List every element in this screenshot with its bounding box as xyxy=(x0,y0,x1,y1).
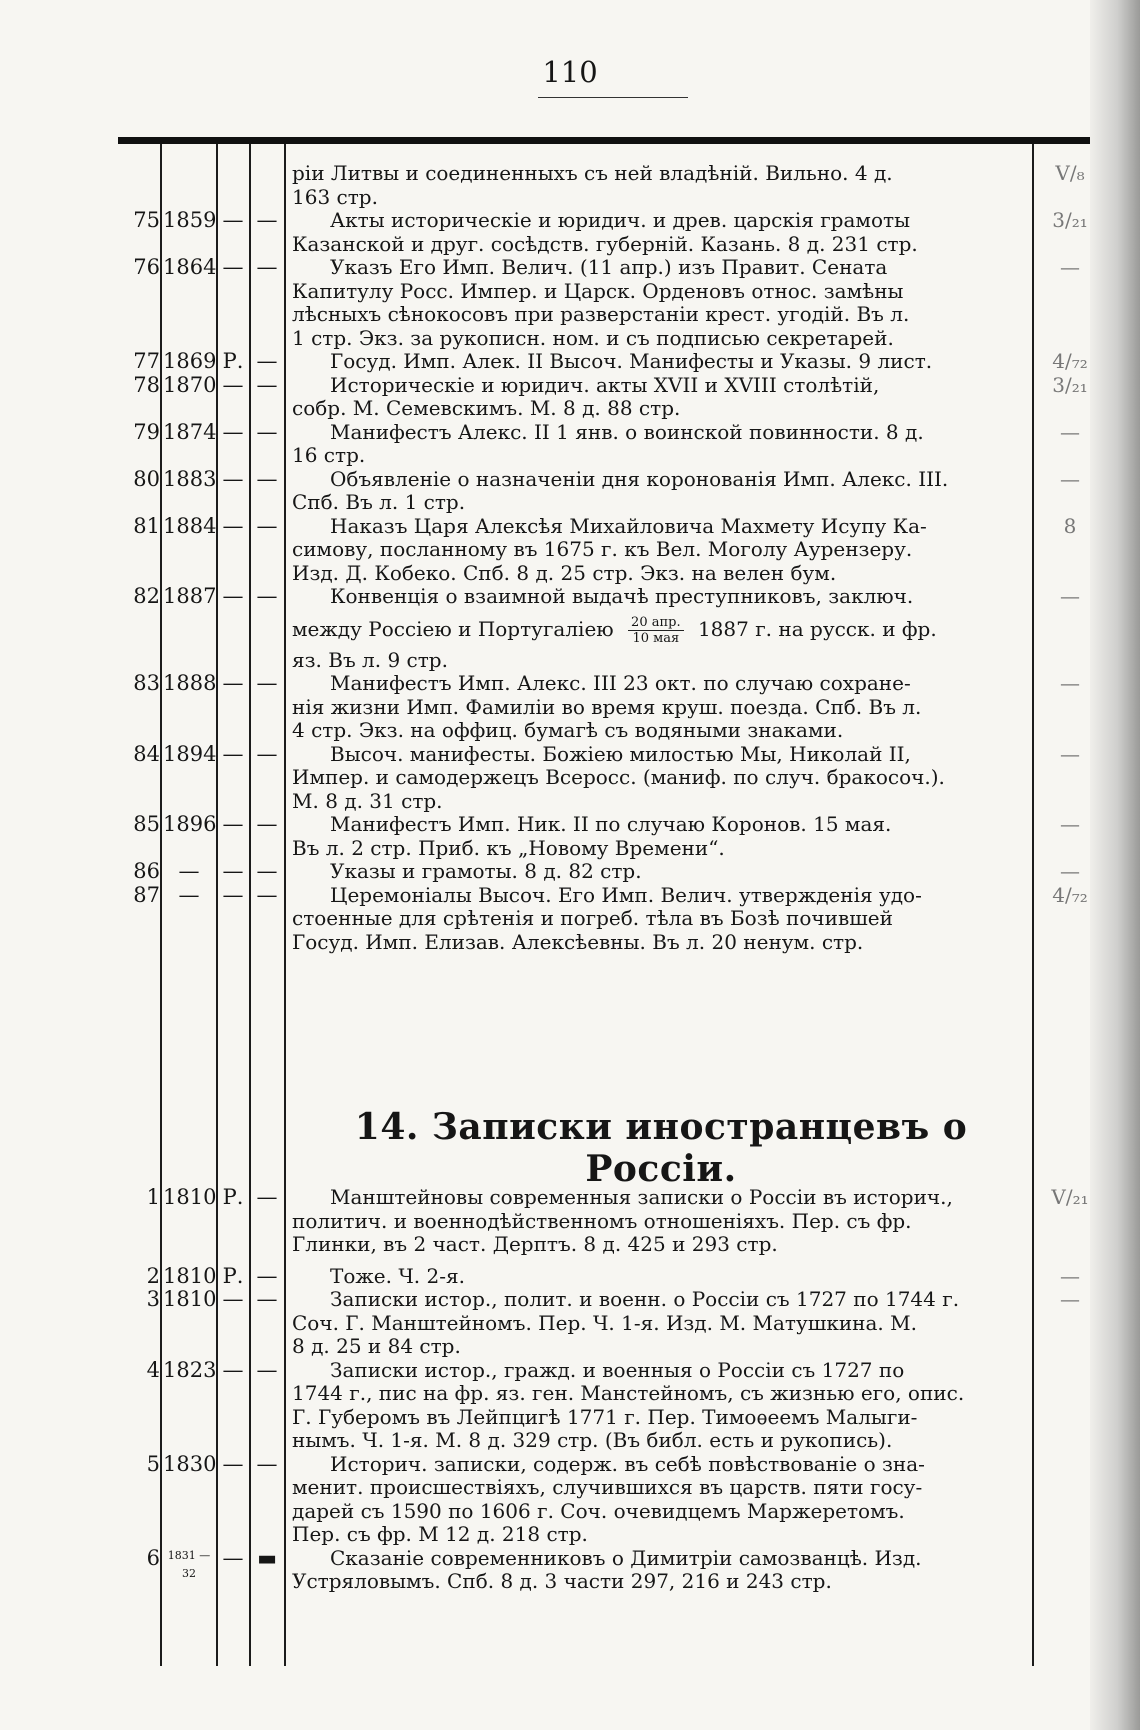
entry-language-mark: — xyxy=(222,1545,244,1570)
entry-text xyxy=(292,585,1030,672)
entry-margin-note: — xyxy=(1060,741,1080,766)
entry-language-mark: Р. xyxy=(222,1263,244,1288)
entry-mark: — xyxy=(256,349,278,373)
entry-number: 77 xyxy=(133,349,160,373)
entry-number: 4 xyxy=(146,1357,160,1382)
entry-year: 1887 xyxy=(163,584,217,608)
entry-line: яз. Въ л. 9 стр. xyxy=(292,647,448,672)
entry-text xyxy=(292,374,1030,421)
entry-number: 83 xyxy=(133,671,160,695)
entry-line: симову, посланному въ 1675 г. къ Вел. Моголу Аурензеру. xyxy=(292,537,913,561)
column-divider xyxy=(284,144,286,1666)
entry-language-mark: — xyxy=(222,741,244,766)
entry-number: 5 xyxy=(146,1451,160,1476)
entry-year: 1869 xyxy=(163,349,217,373)
entry-mark: — xyxy=(256,513,278,538)
entry-margin-note: — xyxy=(1060,419,1080,444)
entry-margin-note: — xyxy=(1060,1263,1080,1288)
entry-mark: — xyxy=(256,859,278,883)
entry-line: Въ л. 2 стр. Приб. къ „Новому Времени“. xyxy=(292,835,725,860)
entry-margin-note: 4/₇₂ xyxy=(1052,882,1088,907)
entry-line: Г. Губеромъ въ Лейпцигѣ 1771 г. Пер. Тимоѳеемъ Малыги- xyxy=(292,1404,918,1429)
entry-year: 1823 xyxy=(163,1357,217,1382)
entry-text xyxy=(292,468,1030,515)
entry-line: Конвенція о взаимной выдачѣ преступниковъ, заключ. xyxy=(330,585,914,608)
page-number: 110 xyxy=(542,55,598,89)
entry-mark: — xyxy=(256,1357,278,1382)
entry-mark: — xyxy=(256,812,278,836)
entry-mark: ▬ xyxy=(257,1545,277,1570)
entry-line: Наказъ Царя Алексѣя Михайловича Махмету Исупу Ка- xyxy=(330,514,927,538)
entry-line: Объявленіе о назначеніи дня коронованія Имп. Алекс. III. xyxy=(330,467,949,491)
entry-language-mark: — xyxy=(222,255,244,279)
section-heading: 14. Записки иностранцевъ о Россіи. xyxy=(354,1106,968,1190)
entry-mark: — xyxy=(256,1451,278,1476)
entry-line: стоенные для срѣтенія и погреб. тѣла въ Бозѣ почившей xyxy=(292,906,893,930)
entry-text xyxy=(292,515,1030,586)
entry-text xyxy=(292,1359,1030,1453)
entry-number: 75 xyxy=(133,208,160,232)
entry-margin-note: — xyxy=(1060,1287,1080,1311)
entry-line: Указы и грамоты. 8 д. 82 стр. xyxy=(330,860,642,883)
entry-line: Историческіе и юридич. акты XVII и XVIII столѣтій, xyxy=(330,373,880,397)
entry-line: Казанской и друг. сосѣдств. губерній. Казань. 8 д. 231 стр. xyxy=(292,231,918,256)
entry-mark: — xyxy=(256,208,278,232)
entry-mark: — xyxy=(256,466,278,491)
entry-line: Устряловымъ. Спб. 8 д. 3 части 297, 216 и 243 стр. xyxy=(292,1569,832,1593)
entry-line: Манифестъ Имп. Ник. II по случаю Коронов. 15 мая. xyxy=(330,813,892,836)
entry-line: между Россіею и Португаліею $\frac{\text{20 апр.}}{\text{10 мая}}$ 1887 г. на русск. и фр. xyxy=(292,614,937,646)
entry-number: 84 xyxy=(133,741,160,766)
entry-year: 1830 xyxy=(163,1451,217,1476)
entry-margin-note: — xyxy=(1060,859,1080,883)
entry-line: менит. происшествіяхъ, случившихся въ царств. пяти госу- xyxy=(292,1475,923,1499)
entry-line: дарей съ 1590 по 1606 г. Соч. очевидцемъ Маржеретомъ. xyxy=(292,1498,905,1523)
entry-number: 78 xyxy=(133,372,160,397)
entry-line: 1 стр. Экз. за рукописн. ном. и съ подписью секретарей. xyxy=(292,325,894,350)
entry-mark: — xyxy=(256,584,278,608)
entry-line: политич. и военнодѣйственномъ отношеніяхъ. Пер. съ фр. xyxy=(292,1208,912,1233)
entry-year: 1884 xyxy=(163,513,217,538)
entry-line: Манифестъ Алекс. II 1 янв. о воинской повинности. 8 д. xyxy=(330,420,924,444)
entry-text xyxy=(292,1265,1030,1289)
entry-mark: — xyxy=(256,1287,278,1311)
entry-year: 1896 xyxy=(163,812,217,836)
column-divider xyxy=(249,144,251,1666)
entry-language-mark: — xyxy=(222,1287,244,1311)
entry-text xyxy=(292,209,1030,256)
entry-text xyxy=(292,1547,1030,1594)
entry-language-mark: Р. xyxy=(222,1185,244,1209)
entry-number: 81 xyxy=(133,513,160,538)
entry-margin-note: — xyxy=(1060,466,1080,491)
entry-language-mark: — xyxy=(222,419,244,444)
entry-year: 1874 xyxy=(163,419,217,444)
entry-language-mark: — xyxy=(222,882,244,907)
entry-year: 1810 xyxy=(163,1263,217,1288)
table-top-rule xyxy=(118,137,1098,144)
entry-line: Манштейновы современныя записки о Россіи въ историч., xyxy=(330,1186,953,1209)
entry-line: Акты историческіе и юридич. и древ. царскія грамоты xyxy=(330,209,910,232)
entry-text xyxy=(292,421,1030,468)
entry-margin-note: 3/₂₁ xyxy=(1052,372,1088,397)
entry-line: нія жизни Имп. Фамиліи во время круш. поезда. Спб. Въ л. xyxy=(292,694,922,719)
entry-line: М. 8 д. 31 стр. xyxy=(292,788,443,813)
entry-number: 3 xyxy=(146,1287,160,1311)
entry-year: 1888 xyxy=(163,671,217,695)
entry-line: Спб. Въ л. 1 стр. xyxy=(292,490,466,514)
entry-year: — xyxy=(178,859,200,883)
fraction-denominator: 10 мая xyxy=(632,630,680,646)
page-edge-shadow xyxy=(1090,0,1140,1730)
entry-line: 4 стр. Экз. на оффиц. бумагѣ съ водяными знаками. xyxy=(292,718,844,742)
entry-number: 86 xyxy=(133,859,160,883)
entry-text xyxy=(292,1453,1030,1547)
entry-line: Записки истор., полит. и военн. о Россіи съ 1727 по 1744 г. xyxy=(330,1288,960,1311)
entry-text xyxy=(292,1288,1030,1359)
entry-language-mark: — xyxy=(222,584,244,608)
entry-year: 1883 xyxy=(163,466,217,491)
entry-number: 82 xyxy=(133,584,160,608)
entry-line: Импер. и самодержецъ Всеросс. (маниф. по случ. бракосоч.). xyxy=(292,765,945,789)
entry-year: — xyxy=(178,882,200,907)
entry-language-mark: — xyxy=(222,208,244,232)
entry-language-mark: Р. xyxy=(222,349,244,373)
entry-year: 1810 xyxy=(163,1287,217,1311)
entry-margin-note: — xyxy=(1060,671,1080,695)
entry-number: 1 xyxy=(146,1185,160,1209)
entry-number: 80 xyxy=(133,466,160,491)
entry-text xyxy=(292,813,1030,860)
entry-mark: — xyxy=(256,1263,278,1288)
column-divider xyxy=(1032,144,1034,1666)
entry-margin-note: — xyxy=(1060,584,1080,608)
entry-line: Сказаніе современниковъ о Димитріи самозванцѣ. Изд. xyxy=(330,1546,922,1570)
fraction-numerator: 20 апр. xyxy=(628,615,684,631)
column-divider xyxy=(160,144,162,1666)
entry-line: 163 стр. xyxy=(292,184,378,209)
entry-line: 16 стр. xyxy=(292,443,366,467)
entry-line: Записки истор., гражд. и военныя о Россіи съ 1727 по xyxy=(330,1358,905,1382)
entry-mark: — xyxy=(256,882,278,907)
entry-text xyxy=(292,743,1030,814)
entry-line: 1744 г., пис на фр. яз. ген. Манстейномъ, съ жизнью его, опис. xyxy=(292,1381,965,1405)
entry-line: Госуд. Имп. Алек. II Высоч. Манифесты и Указы. 9 лист. xyxy=(330,350,933,373)
entry-language-mark: — xyxy=(222,812,244,836)
entry-line: Тоже. Ч. 2-я. xyxy=(330,1264,465,1288)
entry-line: ріи Литвы и соединенныхъ съ ней владѣній. Вильно. 4 д. xyxy=(292,162,893,185)
entry-language-mark: — xyxy=(222,372,244,397)
entry-number: 79 xyxy=(133,419,160,444)
entry-number: 87 xyxy=(133,882,160,907)
entry-line: Госуд. Имп. Елизав. Алексѣевны. Въ л. 20 ненум. стр. xyxy=(292,929,864,954)
entry-mark: — xyxy=(256,1185,278,1209)
entry-margin-note: 4/₇₂ xyxy=(1052,349,1088,373)
entry-line: Пер. съ фр. М 12 д. 218 стр. xyxy=(292,1522,588,1546)
entry-text xyxy=(292,162,1030,209)
entry-mark: — xyxy=(256,419,278,444)
entry-line: Высоч. манифесты. Божіею милостью Мы, Николай II, xyxy=(330,742,911,766)
entry-language-mark: — xyxy=(222,859,244,883)
entry-language-mark: — xyxy=(222,671,244,695)
entry-line: Указъ Его Имп. Велич. (11 апр.) изъ Правит. Сената xyxy=(330,256,888,279)
entry-year: 1810 xyxy=(163,1185,217,1209)
date-fraction xyxy=(628,615,684,646)
entry-text xyxy=(292,256,1030,350)
entry-margin-note: 8 xyxy=(1063,513,1077,538)
entry-number: 85 xyxy=(133,812,160,836)
entry-line: 8 д. 25 и 84 стр. xyxy=(292,1334,461,1358)
entry-margin-note: V/₂₁ xyxy=(1051,1185,1089,1209)
entry-year: 1864 xyxy=(163,255,217,279)
entry-text xyxy=(292,884,1030,955)
entry-language-mark: — xyxy=(222,1451,244,1476)
page-number-rule xyxy=(538,97,688,98)
entry-line: лѣсныхъ сѣнокосовъ при разверстаніи крест. угодій. Въ л. xyxy=(292,302,910,326)
entry-number: 6 xyxy=(146,1545,160,1570)
entry-line: Церемоніалы Высоч. Его Имп. Велич. утвержденія удо- xyxy=(330,883,922,907)
entry-text xyxy=(292,672,1030,743)
entry-mark: — xyxy=(256,255,278,279)
entry-language-mark: — xyxy=(222,1357,244,1382)
entry-mark: — xyxy=(256,741,278,766)
entry-line: Капитулу Росс. Импер. и Царск. Орденовъ относ. замѣны xyxy=(292,278,904,303)
entry-text xyxy=(292,860,1030,884)
entry-margin-note: 3/₂₁ xyxy=(1052,208,1088,232)
entry-language-mark: — xyxy=(222,466,244,491)
entry-year: 1831 — 32 xyxy=(167,1548,211,1580)
entry-mark: — xyxy=(256,372,278,397)
entry-year: 1870 xyxy=(163,372,217,397)
entry-line: собр. М. Семевскимъ. М. 8 д. 88 стр. xyxy=(292,396,681,420)
entry-line: Соч. Г. Манштейномъ. Пер. Ч. 1-я. Изд. М. Матушкина. М. xyxy=(292,1310,917,1335)
entry-year: 1894 xyxy=(163,741,217,766)
entry-margin-note: — xyxy=(1060,812,1080,836)
entry-line: Глинки, въ 2 част. Дерптъ. 8 д. 425 и 293 стр. xyxy=(292,1232,778,1256)
entry-language-mark: — xyxy=(222,513,244,538)
entry-margin-note: V/₈ xyxy=(1055,161,1085,185)
entry-mark: — xyxy=(256,671,278,695)
entry-line: Изд. Д. Кобеко. Спб. 8 д. 25 стр. Экз. на велен бум. xyxy=(292,560,837,585)
entry-text xyxy=(292,350,1030,374)
entry-line: Историч. записки, содерж. въ себѣ повѣствованіе о зна- xyxy=(330,1452,925,1476)
entry-number: 2 xyxy=(146,1263,160,1288)
entry-year: 1859 xyxy=(163,208,217,232)
entry-line: нымъ. Ч. 1-я. М. 8 д. 329 стр. (Въ библ. есть и рукопись). xyxy=(292,1428,893,1452)
entry-line: Манифестъ Имп. Алекс. III 23 окт. по случаю сохране- xyxy=(330,672,911,695)
entry-text xyxy=(292,1186,1030,1257)
entry-margin-note: — xyxy=(1060,255,1080,279)
entry-number: 76 xyxy=(133,255,160,279)
